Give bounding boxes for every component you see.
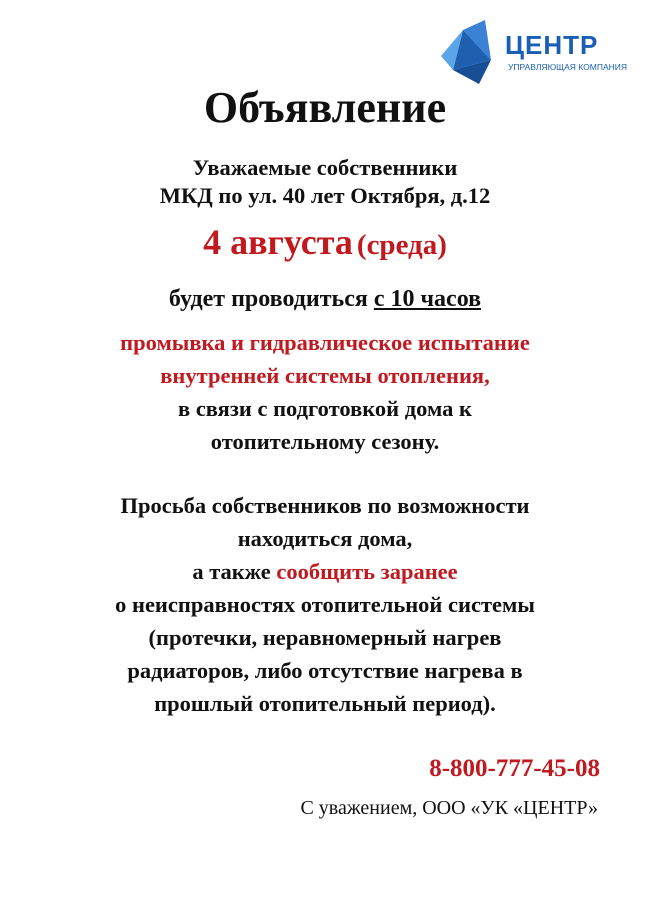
work-line-3: в связи с подготовкой дома к xyxy=(178,396,472,421)
work-line-4: отопительному сезону. xyxy=(210,429,440,454)
request-line-6: радиаторов, либо отсутствие нагрева в xyxy=(127,658,523,683)
schedule-time: с 10 часов xyxy=(373,286,482,312)
request-line-3-prefix: а также xyxy=(192,559,271,584)
event-date xyxy=(0,224,650,260)
company-logo xyxy=(441,20,641,84)
schedule-line xyxy=(0,287,650,311)
work-line-1: промывка и гидравлическое испытание xyxy=(120,330,530,355)
logo-emblem-icon xyxy=(441,20,503,84)
request-line-4: о неисправностях отопительной системы xyxy=(115,592,535,617)
schedule-prefix: будет проводиться xyxy=(168,286,368,312)
request-line-5: (протечки, неравномерный нагрев xyxy=(148,625,502,650)
request-line-7: прошлый отопительный период). xyxy=(154,691,496,716)
event-day: 4 августа xyxy=(203,222,353,262)
greeting-line-2: МКД по ул. 40 лет Октября, д.12 xyxy=(159,183,491,208)
logo-name: ЦЕНТР xyxy=(505,30,599,60)
request-line-2: находиться дома, xyxy=(237,526,413,551)
request-highlight: сообщить заранее xyxy=(276,559,458,584)
page-title: Объявление xyxy=(203,83,447,132)
signature: С уважением, ООО «УК «ЦЕНТР» xyxy=(300,797,598,819)
logo-subtitle: УПРАВЛЯЮЩАЯ КОМПАНИЯ xyxy=(508,62,628,72)
request-line-3 xyxy=(0,561,650,584)
greeting-line-1: Уважаемые собственники xyxy=(192,155,458,180)
event-weekday: (среда) xyxy=(356,229,447,261)
request-line-1: Просьба собственников по возможности xyxy=(120,493,530,518)
work-line-2: внутренней системы отопления, xyxy=(160,363,490,388)
contact-phone: 8-800-777-45-08 xyxy=(429,755,600,782)
